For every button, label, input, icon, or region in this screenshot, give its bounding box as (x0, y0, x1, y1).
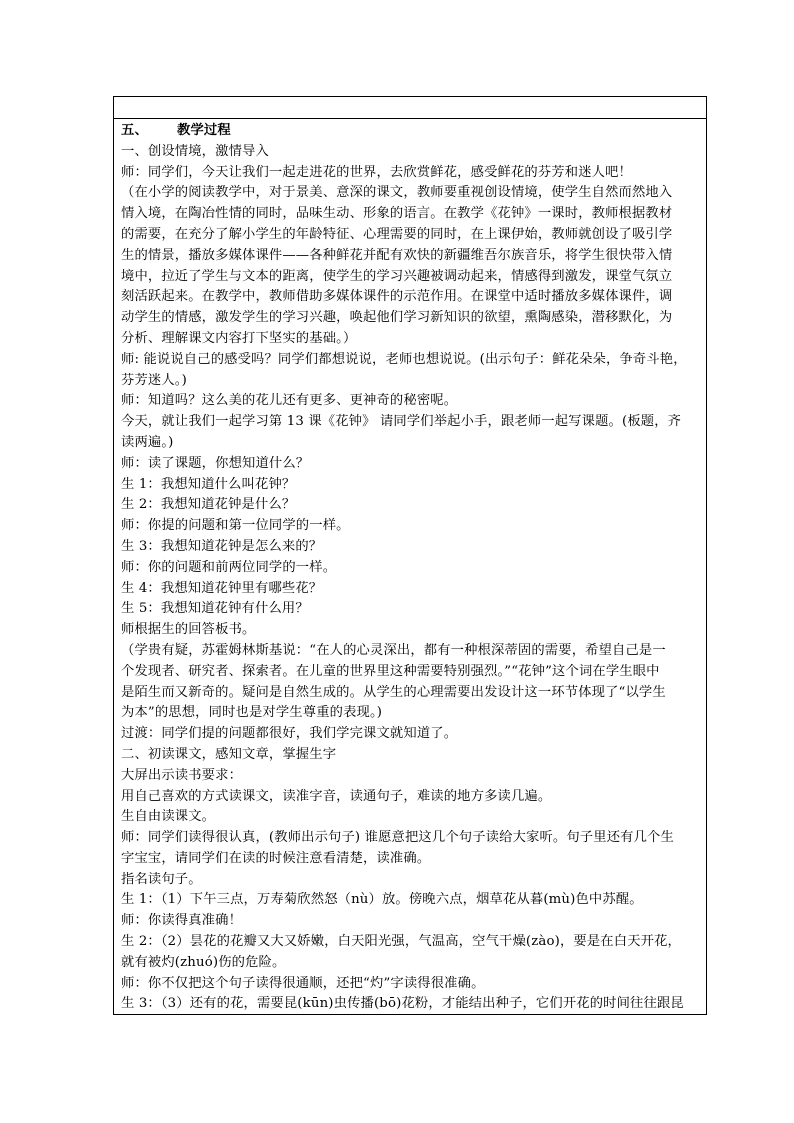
text-line: 生自由读课文。 (121, 809, 216, 825)
text-line: 大屏出示读书要求： (121, 767, 243, 783)
text-line: 指名读句子。 (121, 871, 202, 887)
table-empty-row (114, 97, 706, 119)
lesson-text-body (121, 142, 700, 1014)
section-number: 五、 (121, 123, 148, 138)
text-line: 就有被灼(zhuó)伤的危险。 (121, 954, 286, 970)
text-line: 情入境，在陶冶性情的同时，品味生动、形象的语言。在教学《花钟》一课时，教师根据教材 (121, 206, 673, 222)
text-line: 芬芳迷人。) (121, 372, 187, 388)
text-line: 师根据生的回答板书。 (121, 622, 256, 638)
text-line: 字宝宝，请同学们在读的时候注意看清楚，读准确。 (121, 850, 431, 866)
text-line: 分析、理解课文内容打下坚实的基础。） (121, 330, 357, 346)
text-line: 刻活跃起来。在教学中，教师借助多媒体课件的示范作用。在课堂中适时播放多媒体课件，调 (121, 289, 673, 305)
text-line: 师：你提的问题和第一位同学的一样。 (121, 518, 350, 534)
text-line: 是陌生而又新奇的。疑问是自然生成的。从学生的心理需要出发设计这一环节体现了“以学生 (121, 684, 666, 700)
text-line: 师：你的问题和前两位同学的一样。 (121, 559, 337, 575)
text-line: 二、初读课文，感知文章，掌握生字 (121, 746, 337, 762)
text-line: 读两遍。) (121, 434, 174, 450)
text-line: 师：你读得真准确！ (121, 913, 243, 929)
text-line: 生 5：我想知道花钟有什么用？ (121, 601, 309, 617)
text-line: （学贵有疑，苏霍姆林斯基说：“在人的心灵深出，都有一种根深蒂固的需要，希望自己是一 (121, 642, 666, 658)
text-line: 个发现者、研究者、探索者。在儿童的世界里这种需要特别强烈。”“花钟”这个词在学生眼中 (121, 663, 660, 679)
text-line: 一、创设情境，激情导入 (121, 143, 269, 159)
text-line: 师：同学们读得很认真，(教师出示句子) 谁愿意把这几个句子读给大家听。句子里还有几个生 (121, 830, 674, 846)
section-heading (121, 121, 700, 142)
text-line: 生 3：我想知道花钟是怎么来的？ (121, 538, 323, 554)
lesson-table (113, 96, 707, 1015)
text-line: 为本”的思想，同时也是对学生尊重的表现。) (121, 705, 383, 721)
text-line: 师: 能说说自己的感受吗？同学们都想说说，老师也想说说。(出示句子：鲜花朵朵，争奇斗艳， (121, 351, 687, 367)
text-line: 生 1：（1）下午三点，万寿菊欣然怒（nù）放。傍晚六点，烟草花从暮(mù)色中苏醒。 (121, 892, 643, 908)
text-line: 生 2：我想知道花钟是什么？ (121, 497, 296, 513)
text-line: 今天，就让我们一起学习第 13 课《花钟》 请同学们举起小手，跟老师一起写课题。(板题，齐 (121, 414, 682, 430)
text-line: 生的情景，播放多媒体课件——各种鲜花并配有欢快的新疆维吾尔族音乐，将学生很快带入情 (121, 247, 673, 263)
text-line: （在小学的阅读教学中，对于景美、意深的课文，教师要重视创设情境，使学生自然而然地入 (121, 185, 673, 201)
text-line: 师：读了课题，你想知道什么？ (121, 455, 310, 471)
text-line: 师：你不仅把这个句子读得很通顺，还把“灼”字读得很准确。 (121, 975, 485, 991)
section-title: 教学过程 (177, 123, 231, 138)
text-line: 师：知道吗？这么美的花儿还有更多、更神奇的秘密呢。 (121, 393, 458, 409)
text-line: 生 2：（2）昙花的花瓣又大又娇嫩，白天阳光强，气温高，空气干燥(zào)，要是在白天开花， (121, 934, 681, 950)
text-line: 生 4：我想知道花钟里有哪些花？ (121, 580, 323, 596)
text-line: 生 1：我想知道什么叫花钟？ (121, 476, 296, 492)
text-line: 动学生的情感，激发学生的学习兴趣，唤起他们学习新知识的欲望，熏陶感染，潜移默化，为 (121, 310, 673, 326)
text-line: 境中，拉近了学生与文本的距离，使学生的学习兴趣被调动起来，情感得到激发，课堂气氛立 (121, 268, 673, 284)
text-line: 师：同学们，今天让我们一起走进花的世界，去欣赏鲜花，感受鲜花的芬芳和迷人吧！ (121, 164, 632, 180)
text-line: 用自己喜欢的方式读课文，读准字音，读通句子，难读的地方多读几遍。 (121, 788, 552, 804)
text-line: 的需要，在充分了解小学生的年龄特征、心理需要的同时，在上课伊始，教师就创设了吸引学 (121, 226, 673, 242)
text-line: 生 3：（3）还有的花，需要昆(kūn)虫传播(bō)花粉，才能结出种子，它们开花的时间往往跟昆 (121, 996, 684, 1012)
table-content-cell (114, 119, 706, 1014)
text-line: 过渡：同学们提的问题都很好，我们学完课文就知道了。 (121, 726, 458, 742)
